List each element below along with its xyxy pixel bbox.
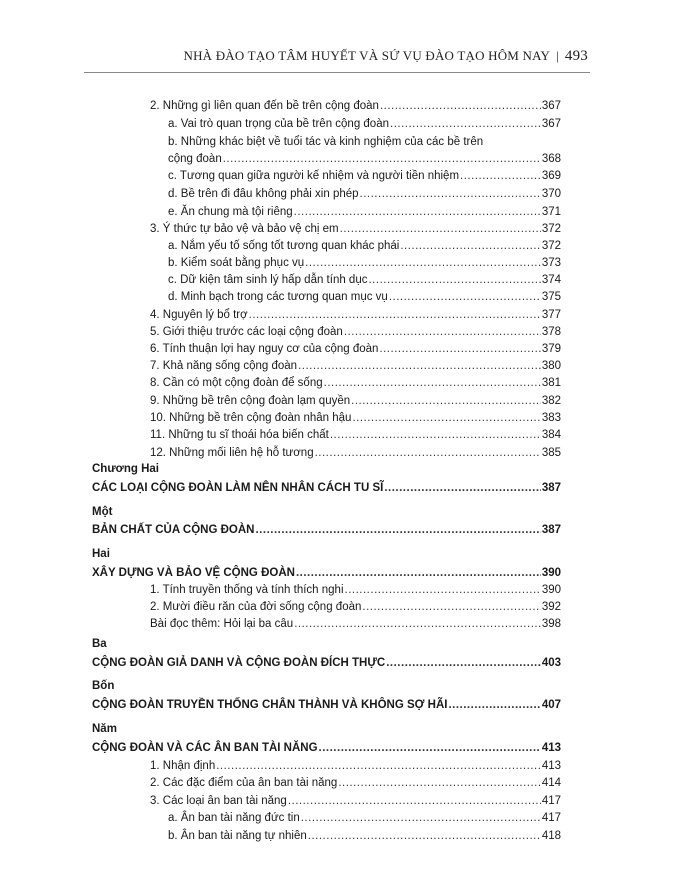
page-number: 493 <box>564 48 588 64</box>
toc-entry[interactable] <box>150 428 561 443</box>
toc-entry-page: 387 <box>541 524 561 536</box>
toc-leader-dots <box>368 273 540 288</box>
toc-entry-title: 2. Những gì liên quan đến bề trên cộng đoàn <box>150 100 379 112</box>
toc-entry[interactable] <box>150 600 561 615</box>
toc-entry-page: 369 <box>541 170 561 182</box>
toc-entry[interactable] <box>168 290 561 305</box>
section-label: Ba <box>92 638 107 650</box>
running-header <box>183 48 588 65</box>
toc-entry-page: 371 <box>541 206 561 218</box>
toc-entry-title: CỘNG ĐOÀN TRUYỀN THỐNG CHÂN THÀNH VÀ KHÔNG SỢ HÃI <box>92 699 448 711</box>
toc-leader-dots <box>301 811 541 826</box>
toc-entry[interactable] <box>168 829 561 844</box>
toc-leader-dots <box>296 566 541 581</box>
toc-leader-dots <box>288 794 541 809</box>
toc-leader-dots <box>384 481 540 496</box>
toc-entry[interactable] <box>150 446 561 461</box>
toc-entry-page: 413 <box>541 742 561 754</box>
toc-entry-page: 377 <box>541 309 561 321</box>
toc-leader-dots <box>448 698 540 713</box>
toc-leader-dots <box>330 428 541 443</box>
toc-leader-dots <box>305 256 541 271</box>
toc-entry-page: 414 <box>541 777 561 789</box>
toc-entry[interactable] <box>168 256 561 271</box>
toc-entry-title: a. Ân ban tài năng đức tin <box>168 812 300 824</box>
toc-section-entry[interactable] <box>92 698 561 713</box>
toc-entry-page: 385 <box>541 447 561 459</box>
toc-entry-title: 2. Các đặc điểm của ân ban tài năng <box>150 777 338 789</box>
toc-leader-dots <box>315 446 541 461</box>
toc-entry[interactable] <box>150 394 561 409</box>
toc-entry-title: a. Nắm yếu tố sống tốt tương quan khác phái <box>168 240 400 252</box>
toc-entry-title: 11. Những tu sĩ thoái hóa biến chất <box>150 429 329 441</box>
toc-leader-dots <box>298 359 541 374</box>
toc-leader-dots <box>389 290 541 305</box>
toc-leader-dots <box>249 308 541 323</box>
toc-entry[interactable] <box>168 205 561 220</box>
section-label: Hai <box>92 548 110 560</box>
toc-entry-page: 370 <box>541 188 561 200</box>
toc-section-entry[interactable] <box>92 566 561 581</box>
toc-entry-page: 398 <box>541 618 561 630</box>
toc-leader-dots <box>362 600 540 615</box>
toc-entry-title: d. Minh bạch trong các tương quan mục vụ <box>168 291 388 303</box>
toc-entry-page: 390 <box>541 584 561 596</box>
toc-entry-page: 418 <box>541 830 561 842</box>
toc-entry[interactable] <box>150 342 561 357</box>
toc-entry-title: 3. Các loại ân ban tài năng <box>150 795 287 807</box>
toc-leader-dots <box>345 583 541 598</box>
toc-entry-page: 378 <box>541 326 561 338</box>
toc-entry-page: 373 <box>541 257 561 269</box>
toc-entry[interactable] <box>150 411 561 426</box>
toc-leader-dots <box>338 776 540 791</box>
toc-entry-title: CÁC LOẠI CỘNG ĐOÀN LÀM NÊN NHÂN CÁCH TU SĨ <box>92 482 384 494</box>
toc-entry-title: 8. Cần có một cộng đoàn để sống <box>150 377 323 389</box>
toc-entry[interactable] <box>168 239 561 254</box>
section-label: Năm <box>92 723 117 735</box>
toc-entry-title: 10. Những bề trên cộng đoàn nhân hậu <box>150 412 352 424</box>
toc-section-entry[interactable] <box>92 523 561 538</box>
toc-entry-page: 374 <box>541 274 561 286</box>
toc-entry[interactable] <box>150 325 561 340</box>
toc-entry-page: 372 <box>541 223 561 235</box>
toc-entry[interactable] <box>168 811 561 826</box>
toc-leader-dots <box>344 325 541 340</box>
toc-entry-title: b. Kiểm soát bằng phục vụ <box>168 257 305 269</box>
toc-entry[interactable] <box>150 617 561 632</box>
toc-entry-page: 392 <box>541 601 561 613</box>
toc-entry-page: 367 <box>541 118 561 130</box>
toc-entry-page: 383 <box>541 412 561 424</box>
toc-leader-dots <box>294 617 541 632</box>
toc-entry-title: 9. Những bề trên cộng đoàn lạm quyền <box>150 395 351 407</box>
toc-entry[interactable] <box>168 273 561 288</box>
toc-leader-dots <box>324 376 541 391</box>
toc-entry-title: 4. Nguyên lý bổ trợ <box>150 309 248 321</box>
toc-leader-dots <box>390 117 541 132</box>
toc-entry-page: 381 <box>541 377 561 389</box>
toc-entry-page: 372 <box>541 240 561 252</box>
toc-entry[interactable] <box>150 776 561 791</box>
toc-leader-dots <box>352 411 540 426</box>
toc-leader-dots <box>319 741 541 756</box>
toc-entry-page: 375 <box>541 291 561 303</box>
toc-entry-page: 407 <box>541 699 561 711</box>
toc-entry[interactable] <box>150 222 561 237</box>
toc-entry-title: 3. Ý thức tự bảo vệ và bảo vệ chị em <box>150 223 339 235</box>
toc-entry-page: 390 <box>541 567 561 579</box>
toc-entry-title: Bài đọc thêm: Hỏi lại ba câu <box>150 618 294 630</box>
toc-leader-dots <box>216 759 541 774</box>
toc-entry-title: cộng đoàn <box>168 153 222 165</box>
toc-leader-dots <box>380 99 541 114</box>
toc-entry-page: 387 <box>541 482 561 494</box>
toc-entry-title: c. Dữ kiện tâm sinh lý hấp dẫn tính dục <box>168 274 368 286</box>
toc-leader-dots <box>255 523 540 538</box>
toc-leader-dots <box>351 394 541 409</box>
toc-entry[interactable] <box>150 759 561 774</box>
toc-entry-title: XÂY DỰNG VÀ BẢO VỆ CỘNG ĐOÀN <box>92 567 295 579</box>
toc-entry-title: 1. Tính truyền thống và tính thích nghi <box>150 584 344 596</box>
toc-section-entry[interactable] <box>92 656 561 671</box>
toc-entry-wrap-line: b. Những khác biệt về tuổi tác và kinh nghiệm của các bề trên <box>168 136 484 148</box>
toc-entry-title: 7. Khả năng sống cộng đoàn <box>150 360 298 372</box>
toc-leader-dots <box>340 222 541 237</box>
toc-entry[interactable] <box>168 117 561 132</box>
section-label: Bốn <box>92 680 115 692</box>
toc-entry[interactable] <box>168 152 561 167</box>
toc-entry[interactable] <box>150 794 561 809</box>
toc-entry[interactable] <box>168 169 561 184</box>
toc-entry-page: 368 <box>541 153 561 165</box>
toc-entry[interactable] <box>168 187 561 202</box>
toc-entry-page: 417 <box>541 812 561 824</box>
toc-entry-title: CỘNG ĐOÀN VÀ CÁC ÂN BAN TÀI NĂNG <box>92 742 318 754</box>
toc-entry-title: 1. Nhận định <box>150 760 216 772</box>
toc-entry-title: a. Vai trò quan trọng của bề trên cộng đoàn <box>168 118 389 130</box>
toc-leader-dots <box>294 205 541 220</box>
toc-entry-page: 417 <box>541 795 561 807</box>
toc-entry-title: c. Tương quan giữa người kế nhiệm và người tiền nhiệm <box>168 170 460 182</box>
toc-entry-title: d. Bề trên đi đâu không phải xin phép <box>168 188 359 200</box>
toc-entry-title: 12. Những mối liên hệ hỗ tương <box>150 447 314 459</box>
toc-entry-page: 379 <box>541 343 561 355</box>
toc-entry-page: 403 <box>541 657 561 669</box>
toc-entry-page: 380 <box>541 360 561 372</box>
toc-leader-dots <box>386 656 541 671</box>
header-rule <box>84 72 590 73</box>
toc-entry-title: 2. Mười điều răn của đời sống cộng đoàn <box>150 601 362 613</box>
toc-leader-dots <box>308 829 541 844</box>
toc-entry[interactable] <box>150 308 561 323</box>
header-separator: | <box>556 48 559 63</box>
toc-entry[interactable] <box>150 583 561 598</box>
toc-entry-page: 413 <box>541 760 561 772</box>
toc-entry-title: e. Ăn chung mà tội riêng <box>168 206 293 218</box>
toc-entry-title: 6. Tính thuận lợi hay nguy cơ của cộng đoàn <box>150 343 379 355</box>
toc-leader-dots <box>400 239 540 254</box>
toc-entry-title: CỘNG ĐOÀN GIẢ DANH VÀ CỘNG ĐOÀN ĐÍCH THỰC <box>92 657 386 669</box>
toc-entry[interactable] <box>150 99 561 114</box>
section-label: Một <box>92 506 113 518</box>
toc-chapter-entry[interactable] <box>92 481 561 496</box>
toc-leader-dots <box>379 342 540 357</box>
toc-entry-page: 384 <box>541 429 561 441</box>
toc-entry[interactable] <box>150 359 561 374</box>
toc-section-entry[interactable] <box>92 741 561 756</box>
toc-entry-title: b. Ân ban tài năng tự nhiên <box>168 830 307 842</box>
toc-entry-page: 367 <box>541 100 561 112</box>
toc-leader-dots <box>360 187 541 202</box>
toc-leader-dots <box>223 152 541 167</box>
toc-entry[interactable] <box>150 376 561 391</box>
chapter-label: Chương Hai <box>92 463 159 475</box>
running-header-title: NHÀ ĐÀO TẠO TÂM HUYẾT VÀ SỨ VỤ ĐÀO TẠO HÔM NAY <box>183 48 551 63</box>
toc-entry-page: 382 <box>541 395 561 407</box>
toc-leader-dots <box>460 169 541 184</box>
toc-entry-title: BẢN CHẤT CỦA CỘNG ĐOÀN <box>92 524 255 536</box>
toc-entry-title: 5. Giới thiệu trước các loại cộng đoàn <box>150 326 343 338</box>
